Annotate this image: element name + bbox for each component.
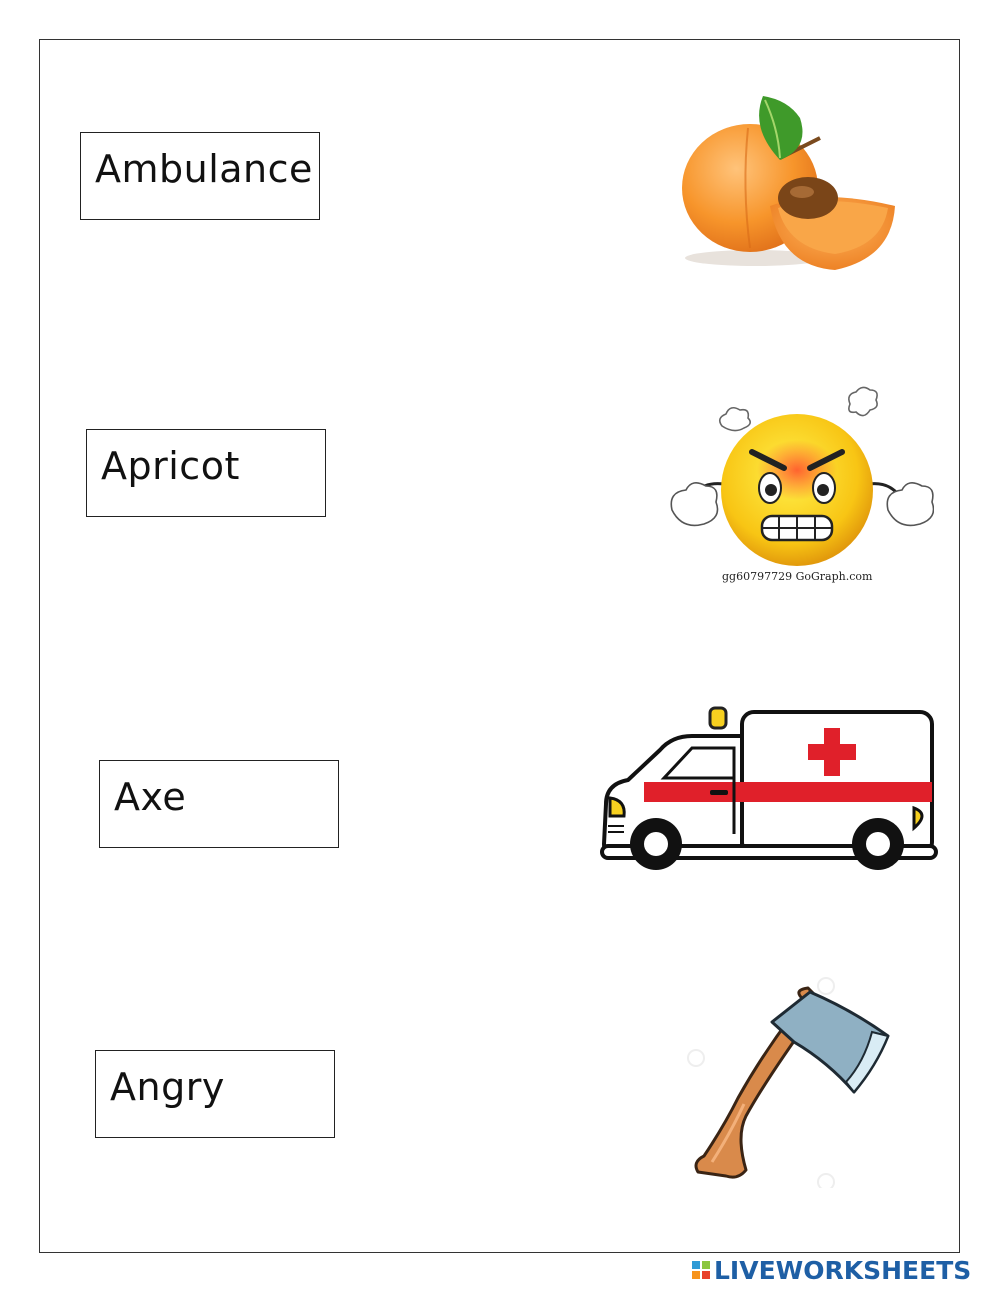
word-box-angry[interactable] xyxy=(95,1050,335,1138)
word-label: Ambulance xyxy=(95,147,313,191)
word-label: Angry xyxy=(110,1065,225,1109)
word-box-axe[interactable] xyxy=(99,760,339,848)
word-box-apricot[interactable] xyxy=(86,429,326,517)
word-box-ambulance[interactable] xyxy=(80,132,320,220)
axe-icon[interactable] xyxy=(676,966,908,1188)
brand-name: LIVEWORKSHEETS xyxy=(714,1255,972,1285)
liveworksheets-logo-icon xyxy=(692,1261,710,1279)
apricot-icon[interactable] xyxy=(670,88,910,278)
word-label: Apricot xyxy=(101,444,240,488)
word-label: Axe xyxy=(114,775,187,819)
liveworksheets-brand[interactable] xyxy=(692,1254,971,1286)
angry-face-icon[interactable] xyxy=(664,384,934,570)
ambulance-icon[interactable] xyxy=(598,704,938,874)
image-credit: gg60797729 GoGraph.com xyxy=(722,570,873,583)
